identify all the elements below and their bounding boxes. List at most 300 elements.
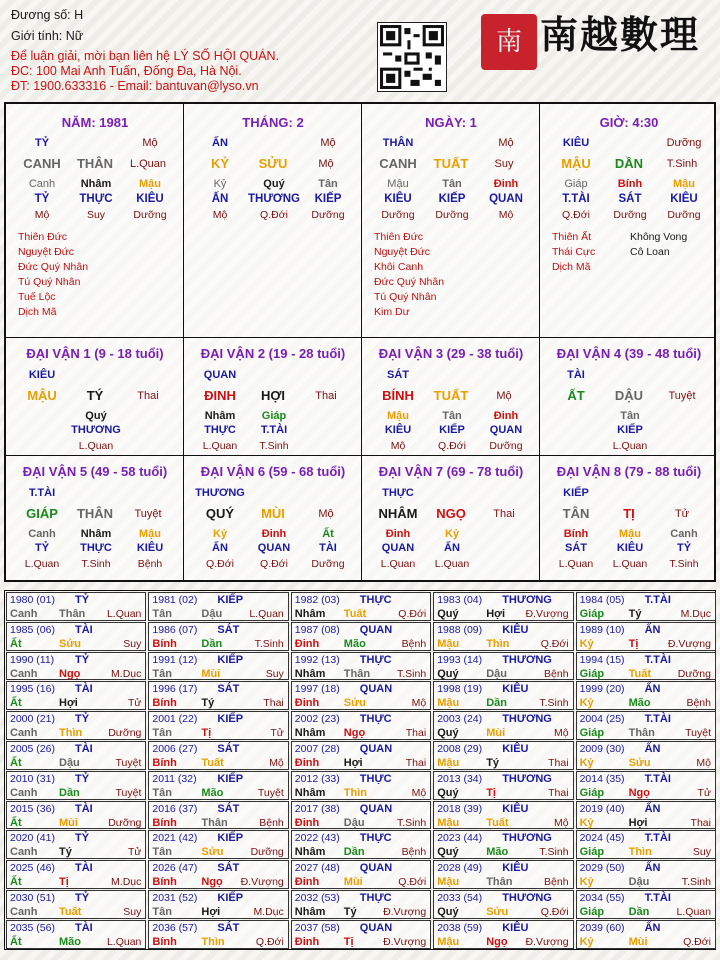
dai-van-tieu-stage: L.Quan <box>78 440 114 452</box>
dai-van-3 <box>362 337 540 455</box>
year-thap-than: TỶ <box>75 713 90 726</box>
dai-van-chi: TUẤT <box>433 388 469 403</box>
year-thap-than: KIÊU <box>502 623 529 636</box>
year-can: Mậu <box>437 816 460 829</box>
year-thap-than: THỰC <box>359 594 392 606</box>
year-cell <box>6 860 146 889</box>
year-cell <box>6 622 146 651</box>
year-cell <box>576 592 716 621</box>
year-chi: Mão <box>486 846 509 859</box>
year-label: 1988 (09) <box>437 623 483 636</box>
year-label: 2007 (28) <box>294 743 340 755</box>
year-thap-than: QUAN <box>359 683 393 696</box>
pillar-stage: Q.Đới <box>562 209 590 221</box>
year-stage: Đ.Vượng <box>240 876 284 889</box>
year-chi: Thìn <box>486 637 510 650</box>
pillar-thien-can: CANH <box>23 156 61 171</box>
dai-van-tang-can: Kỷ <box>212 528 228 540</box>
pillar-thap-than: KIẾP <box>314 193 342 205</box>
year-stage: L.Quan <box>676 906 711 918</box>
year-can: Canh <box>10 727 38 740</box>
dai-van-6 <box>184 455 362 580</box>
pillar-thap-than: KIÊU <box>670 193 698 205</box>
year-cell <box>433 592 573 621</box>
year-stage: Suy <box>265 667 284 680</box>
year-stage: T.Sinh <box>539 846 569 859</box>
year-chi: Tị <box>628 637 639 650</box>
year-chi: Tuất <box>628 667 651 680</box>
year-stage: Đ.Vượng <box>525 935 569 948</box>
year-thap-than: ẤN <box>644 623 661 636</box>
dai-van-tang-can: Canh <box>670 528 698 540</box>
dai-van-tang-can: Mậu <box>387 410 409 422</box>
pillar-thien-can: CANH <box>379 156 417 171</box>
year-stage: Q.Đới <box>683 935 711 948</box>
year-thap-than: TÀI <box>75 683 93 696</box>
dai-van-7 <box>362 455 540 580</box>
dai-van-tieu-stage: T.Sinh <box>669 558 699 570</box>
year-label: 2013 (34) <box>437 772 483 785</box>
dai-van-can-god: SÁT <box>387 369 409 381</box>
dai-van-thap-than: KIẾP <box>617 424 643 436</box>
year-stage: Q.Đới <box>398 608 427 620</box>
year-cell <box>148 771 288 800</box>
pillar-chi-stage: Suy <box>494 158 514 170</box>
year-can: Quý <box>437 846 459 859</box>
year-thap-than: ẤN <box>644 802 661 815</box>
year-chi: Mùi <box>628 935 648 948</box>
year-thap-than: KIẾP <box>217 772 244 785</box>
luu-nien-table <box>4 590 716 950</box>
year-thap-than: T.TÀI <box>644 892 671 904</box>
year-cell <box>576 711 716 740</box>
year-label: 2019 (40) <box>579 802 625 815</box>
year-label: 1993 (14) <box>437 653 483 666</box>
pillar-title: NĂM: 1981 <box>61 115 129 130</box>
year-thap-than: TÀI <box>75 743 93 755</box>
year-chi: Hợi <box>201 906 221 918</box>
year-chi: Dần <box>343 846 365 859</box>
year-can: Tân <box>152 906 172 918</box>
year-thap-than: ẤN <box>644 683 661 696</box>
dai-van-tieu-stage: T.Sinh <box>81 558 111 570</box>
year-chi: Dậu <box>343 816 365 829</box>
year-cell <box>291 801 431 830</box>
dai-van-tang-can: Mậu <box>139 528 161 540</box>
year-thap-than: THỰC <box>359 653 392 666</box>
dai-van-thap-than: ẤN <box>444 542 460 554</box>
year-label: 2033 (54) <box>437 892 483 904</box>
year-label: 2026 (47) <box>152 862 198 875</box>
dai-van-thap-than: THỰC <box>80 542 112 554</box>
year-cell <box>576 741 716 770</box>
year-stage: Bệnh <box>401 846 427 859</box>
pillar-4 <box>540 104 718 337</box>
year-label: 2032 (53) <box>294 892 340 904</box>
year-chi: Mão <box>201 786 224 799</box>
pillar-stage: Dưỡng <box>435 209 469 221</box>
year-stage: Tử <box>697 786 711 799</box>
pillar-chi-stage: Mộ <box>318 158 334 170</box>
dai-van-thap-than: QUAN <box>489 424 523 436</box>
year-label: 1996 (17) <box>152 683 198 696</box>
dai-van-can: TÂN <box>562 506 590 521</box>
year-thap-than: THỰC <box>359 713 392 726</box>
year-can: Mậu <box>437 697 460 710</box>
year-stage: Mộ <box>553 727 569 740</box>
year-chi: Tuất <box>343 608 367 620</box>
year-stage: Bệnh <box>686 697 711 710</box>
dai-van-stage: Thai <box>493 508 515 520</box>
year-can: Giáp <box>579 727 605 740</box>
year-label: 2025 (46) <box>10 862 55 875</box>
year-can: Nhâm <box>294 608 326 620</box>
year-chi: Thân <box>628 727 655 740</box>
year-can: Quý <box>437 906 459 918</box>
year-label: 2017 (38) <box>294 802 340 815</box>
year-stage: M.Dục <box>111 667 142 680</box>
year-cell <box>6 771 146 800</box>
pillar-title: NGÀY: 1 <box>425 115 477 130</box>
year-stage: T.Sinh <box>539 697 569 710</box>
year-chi: Mùi <box>59 816 78 829</box>
year-chi: Sửu <box>59 637 82 650</box>
dai-van-chi: HỢI <box>260 388 286 403</box>
dai-van-can: ẤT <box>567 388 585 403</box>
year-thap-than: THỰC <box>359 832 392 845</box>
pillar-tang-can: Canh <box>28 178 56 190</box>
year-chi: Hợi <box>628 816 648 829</box>
year-thap-than: TÀI <box>75 623 93 636</box>
than-sat-item: Khôi Canh <box>374 261 424 273</box>
year-stage: Đ.Vượng <box>667 637 711 650</box>
year-thap-than: SÁT <box>217 683 240 696</box>
year-thap-than: THƯƠNG <box>502 772 552 785</box>
year-stage: T.Sinh <box>397 816 427 829</box>
year-cell <box>576 771 716 800</box>
year-thap-than: TỶ <box>75 832 90 845</box>
dai-van-tieu-stage: L.Quan <box>24 558 60 570</box>
dai-van-chi: MÙI <box>261 506 285 521</box>
year-can: Giáp <box>579 667 605 680</box>
year-stage: Mộ <box>269 757 284 769</box>
year-stage: Dưỡng <box>108 816 142 829</box>
year-label: 2036 (57) <box>152 921 198 934</box>
pillar-stage: Mộ <box>34 209 50 221</box>
year-can: Nhâm <box>294 846 326 859</box>
dai-van-can-god: TÀI <box>567 369 585 381</box>
year-cell <box>433 711 573 740</box>
year-stage: Q.Đới <box>255 935 284 948</box>
than-sat-item: Tú Quý Nhân <box>374 291 437 303</box>
year-can: Bính <box>152 697 177 710</box>
year-label: 1986 (07) <box>152 623 198 636</box>
than-sat-item: Đức Quý Nhân <box>374 276 445 288</box>
dai-van-thap-than: TÀI <box>319 542 337 554</box>
year-label: 2024 (45) <box>579 832 625 845</box>
dai-van-tang-can: Đinh <box>261 528 287 540</box>
la-so-grid <box>4 102 716 582</box>
pillar-thien-can: MẬU <box>561 156 591 171</box>
than-sat-list <box>18 230 88 320</box>
year-chi: Dần <box>59 786 80 799</box>
pillar-thap-than: TỶ <box>34 193 50 205</box>
year-thap-than: KIẾP <box>217 832 244 845</box>
dai-van-can: BÍNH <box>382 388 414 403</box>
year-label: 2002 (23) <box>294 713 340 726</box>
year-label: 2008 (29) <box>437 743 483 755</box>
pillar-stage: Q.Đới <box>260 209 288 221</box>
year-chi: Tị <box>343 935 354 948</box>
dai-van-tang-can: Nhâm <box>204 410 236 422</box>
year-label: 2015 (36) <box>10 802 55 815</box>
year-can: Bính <box>152 757 177 769</box>
year-chi: Tuất <box>201 757 224 769</box>
dai-van-thap-than: ẤN <box>212 542 228 554</box>
pillar-dia-chi: TUẤT <box>433 156 469 171</box>
pillar-chi-stage: T.Sinh <box>666 158 698 170</box>
contact-line-3: ĐT: 1900.633316 - Email: bantuvan@lyso.vn <box>11 79 259 93</box>
year-thap-than: TỶ <box>75 772 90 785</box>
year-thap-than: T.TÀI <box>644 832 671 845</box>
pillar-thap-than: ẤN <box>211 193 229 205</box>
pillar-3 <box>362 104 540 337</box>
pillar-can-god: KIÊU <box>562 137 590 149</box>
year-thap-than: TỶ <box>75 892 90 904</box>
year-label: 1999 (20) <box>579 683 625 696</box>
year-chi: Ngọ <box>201 876 223 889</box>
year-chi: Ngọ <box>343 727 366 740</box>
dai-van-tang-can: Đinh <box>385 528 411 540</box>
dai-van-title: ĐẠI VẬN 7 (69 - 78 tuổi) <box>378 464 524 479</box>
year-can: Ất <box>10 637 22 650</box>
year-can: Nhâm <box>294 906 326 918</box>
pillar-thap-than: KIÊU <box>384 193 412 205</box>
year-cell <box>433 681 573 710</box>
dai-van-can-god: KIẾP <box>563 487 589 499</box>
year-can: Đinh <box>294 637 320 650</box>
year-can: Kỷ <box>579 697 594 710</box>
than-sat-list-2 <box>630 230 687 260</box>
year-thap-than: KIẾP <box>217 892 244 904</box>
year-stage: L.Quan <box>106 608 142 620</box>
year-chi: Hợi <box>343 757 363 769</box>
than-sat-item: Dịch Mã <box>552 261 591 273</box>
year-thap-than: KIÊU <box>502 862 529 875</box>
year-thap-than: ẤN <box>644 743 661 755</box>
year-thap-than: KIÊU <box>502 683 529 696</box>
year-can: Nhâm <box>294 727 326 740</box>
pillar-tang-can: Mậu <box>139 178 161 190</box>
pillar-thap-than: THỰC <box>79 193 113 205</box>
year-label: 2034 (55) <box>579 892 625 904</box>
year-can: Mậu <box>437 637 460 650</box>
year-stage: M.Dục <box>253 906 284 918</box>
year-label: 1997 (18) <box>294 683 340 696</box>
year-chi: Thân <box>343 667 371 680</box>
than-sat-item: Cô Loan <box>630 246 670 258</box>
year-can: Đinh <box>294 935 320 948</box>
year-chi: Tị <box>201 727 212 740</box>
year-thap-than: SÁT <box>217 862 240 875</box>
year-chi: Mùi <box>201 667 221 680</box>
year-thap-than: T.TÀI <box>644 713 671 726</box>
year-cell <box>6 801 146 830</box>
year-label: 1989 (10) <box>579 623 625 636</box>
year-label: 2022 (43) <box>294 832 340 845</box>
year-thap-than: KIÊU <box>502 802 529 815</box>
year-stage: M.Dục <box>680 608 711 620</box>
pillar-tang-can: Nhâm <box>80 178 112 190</box>
pillar-tang-can: Quý <box>263 178 285 190</box>
year-cell <box>148 920 288 949</box>
year-label: 1982 (03) <box>294 594 340 606</box>
dai-van-thap-than: KIẾP <box>439 424 465 436</box>
year-cell <box>291 890 431 919</box>
dai-van-chi: TÝ <box>86 388 104 403</box>
brand-char: 南 <box>540 12 579 57</box>
year-cell <box>148 622 288 651</box>
year-chi: Tị <box>59 876 69 889</box>
year-label: 2020 (41) <box>10 832 55 845</box>
dai-van-title: ĐẠI VẬN 5 (49 - 58 tuổi) <box>22 464 168 479</box>
year-can: Mậu <box>437 935 460 948</box>
year-stage: Q.Đới <box>398 876 427 889</box>
year-can: Mậu <box>437 876 460 889</box>
than-sat-item: Không Vong <box>630 231 688 243</box>
year-stage: Tử <box>127 846 142 859</box>
dai-van-thap-than: TỶ <box>676 542 692 554</box>
year-can: Canh <box>10 906 38 918</box>
year-cell <box>291 622 431 651</box>
year-thap-than: SÁT <box>217 802 240 815</box>
year-stage: Bệnh <box>544 667 569 680</box>
year-cell <box>291 681 431 710</box>
year-cell <box>433 622 573 651</box>
year-thap-than: TÀI <box>75 862 93 875</box>
year-can: Tân <box>152 727 172 740</box>
year-cell <box>576 860 716 889</box>
year-can: Ất <box>10 876 22 889</box>
year-thap-than: THƯƠNG <box>502 653 552 666</box>
year-cell <box>148 741 288 770</box>
pillar-tang-can: Đinh <box>493 178 519 190</box>
year-can: Nhâm <box>294 786 326 799</box>
year-label: 1984 (05) <box>579 594 625 606</box>
pillar-can-god: TỶ <box>34 137 50 149</box>
pillar-can-stage: Dưỡng <box>666 137 702 149</box>
year-cell <box>576 830 716 859</box>
year-cell <box>6 830 146 859</box>
year-cell <box>6 652 146 681</box>
pillar-dia-chi: SỬU <box>258 156 288 171</box>
year-stage: Thai <box>548 757 569 769</box>
year-label: 1992 (13) <box>294 653 340 666</box>
dai-van-tieu-stage: L.Quan <box>612 558 648 570</box>
dai-van-tang-can: Tân <box>620 410 640 422</box>
year-stage: Bệnh <box>401 637 427 650</box>
dai-van-tieu-stage: Mộ <box>390 440 406 452</box>
year-label: 2031 (52) <box>152 892 198 904</box>
year-label: 1991 (12) <box>152 653 198 666</box>
dai-van-stage: Mộ <box>318 508 334 520</box>
year-can: Ất <box>10 816 22 829</box>
dai-van-title: ĐẠI VẬN 3 (29 - 38 tuổi) <box>378 346 524 361</box>
year-cell <box>6 681 146 710</box>
year-label: 1990 (11) <box>10 653 55 666</box>
year-can: Mậu <box>437 757 460 769</box>
dai-van-tang-can: Giáp <box>261 410 287 422</box>
dai-van-title: ĐẠI VẬN 4 (39 - 48 tuổi) <box>556 346 702 361</box>
pillar-can-stage: Mộ <box>142 137 158 149</box>
pillar-2 <box>184 104 362 337</box>
year-thap-than: KIẾP <box>217 653 244 666</box>
year-stage: Tuyệt <box>115 757 142 769</box>
dai-van-can-god: T.TÀI <box>28 487 56 499</box>
year-chi: Tý <box>59 846 72 859</box>
year-can: Nhâm <box>294 667 326 680</box>
year-cell <box>148 592 288 621</box>
year-label: 2039 (60) <box>579 921 625 934</box>
pillar-thap-than: QUAN <box>489 193 523 205</box>
dai-van-5 <box>6 455 184 580</box>
dai-van-1 <box>6 337 184 455</box>
year-chi: Sửu <box>628 757 651 769</box>
pillar-thap-than: THƯƠNG <box>248 193 300 205</box>
year-can: Quý <box>437 608 459 620</box>
header <box>0 0 720 100</box>
year-chi: Thân <box>486 876 513 889</box>
year-cell <box>148 801 288 830</box>
year-chi: Tý <box>201 697 215 710</box>
year-can: Giáp <box>579 846 605 859</box>
year-stage: T.Sinh <box>397 667 427 680</box>
year-stage: Mộ <box>411 697 427 710</box>
dai-van-thap-than: KIÊU <box>384 424 412 436</box>
year-can: Quý <box>437 786 459 799</box>
year-cell <box>433 652 573 681</box>
year-chi: Dần <box>628 906 650 918</box>
dai-van-tieu-stage: L.Quan <box>558 558 594 570</box>
dai-van-chi: TỊ <box>623 506 635 521</box>
pillar-stage: Dưỡng <box>311 209 345 221</box>
dai-van-tieu-stage: Dưỡng <box>311 558 345 570</box>
dai-van-chi: DẬU <box>614 388 644 403</box>
than-sat-item: Thiên Ất <box>552 231 592 243</box>
dai-van-can: NHÂM <box>378 506 418 521</box>
year-chi: Thân <box>59 608 86 620</box>
year-thap-than: QUAN <box>359 802 393 815</box>
year-can: Bính <box>152 935 177 948</box>
year-stage: Đ.Vượng <box>525 608 569 620</box>
year-chi: Tý <box>486 757 500 769</box>
year-stage: Thai <box>548 786 569 799</box>
year-label: 1995 (16) <box>10 683 55 696</box>
year-chi: Mùi <box>343 876 363 889</box>
year-thap-than: THƯƠNG <box>502 713 552 726</box>
dai-van-title: ĐẠI VẬN 6 (59 - 68 tuổi) <box>200 464 346 479</box>
dai-van-tang-can: Nhâm <box>80 528 112 540</box>
year-label: 2016 (37) <box>152 802 198 815</box>
than-sat-item: Tú Quý Nhân <box>18 276 81 288</box>
year-chi: Sửu <box>343 697 366 710</box>
year-stage: Bệnh <box>259 816 284 829</box>
year-label: 2038 (59) <box>437 921 483 934</box>
year-cell <box>433 830 573 859</box>
year-thap-than: ẤN <box>644 862 661 875</box>
pillar-thap-than: SÁT <box>618 193 642 205</box>
year-thap-than: ẤN <box>644 921 661 934</box>
